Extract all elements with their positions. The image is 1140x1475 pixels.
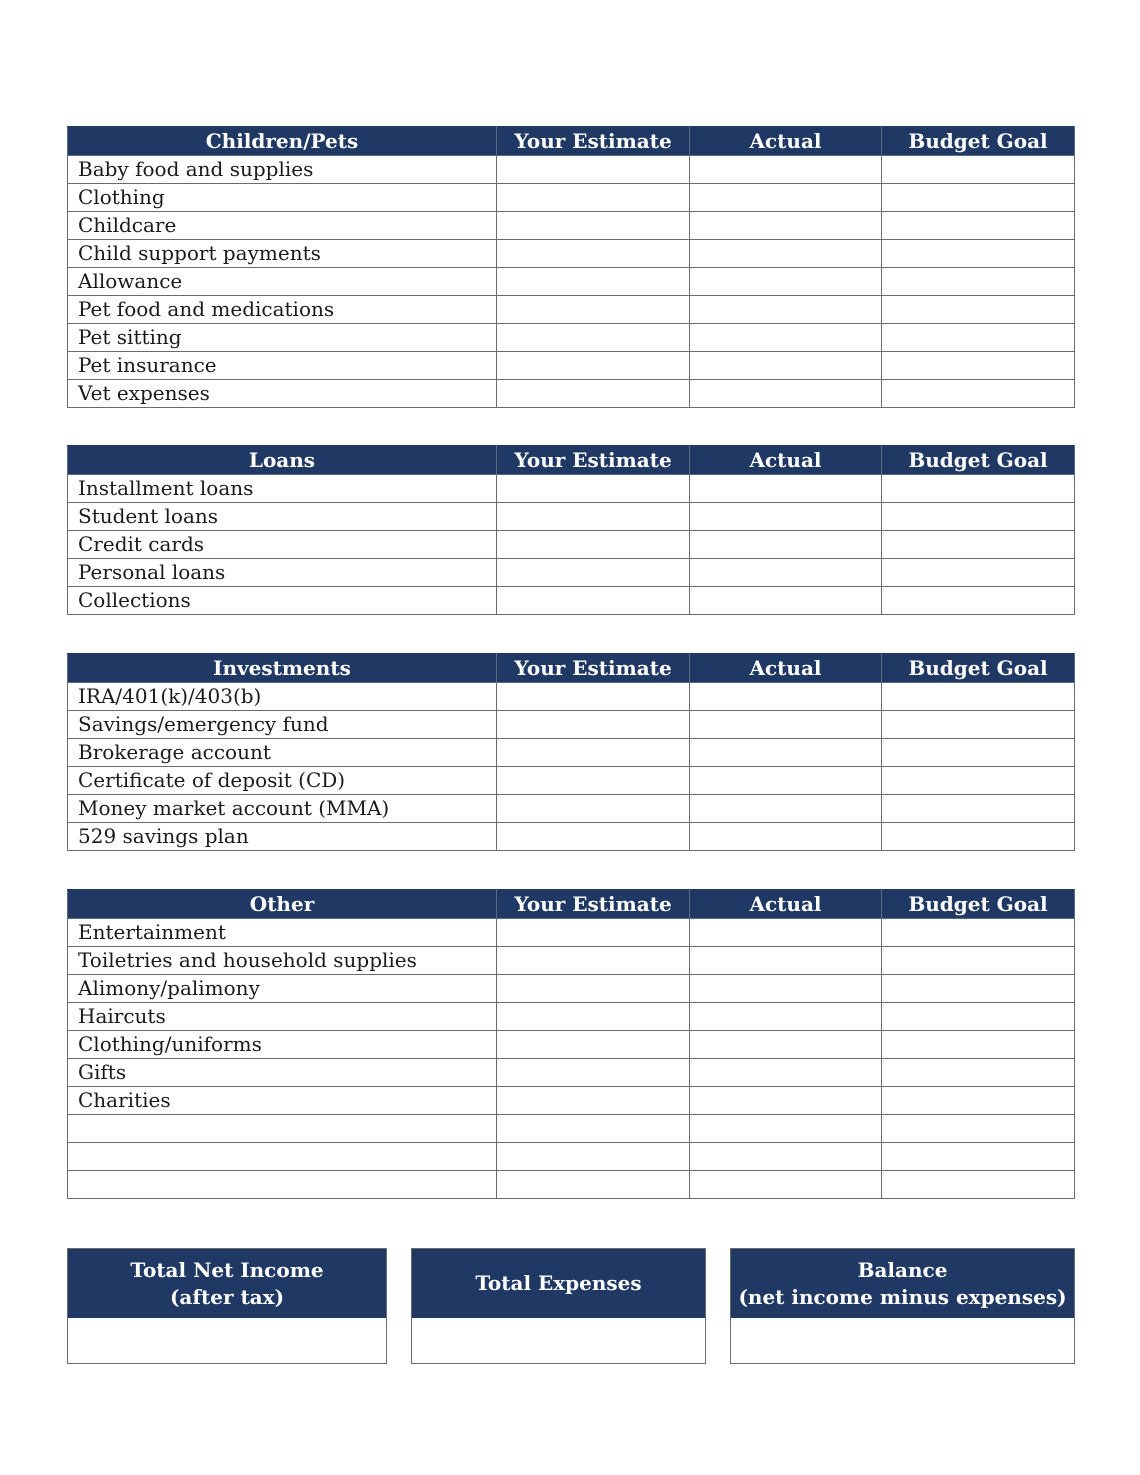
column-header-goal: Budget Goal [882, 127, 1075, 156]
children-pets-table [67, 126, 1075, 408]
goal-cell[interactable] [882, 739, 1075, 767]
estimate-cell[interactable] [497, 296, 690, 324]
investments-table [67, 653, 1075, 851]
estimate-cell[interactable] [497, 683, 690, 711]
column-header-goal: Budget Goal [882, 654, 1075, 683]
table-header-row [68, 654, 1075, 683]
goal-cell[interactable] [882, 475, 1075, 503]
table-row [68, 559, 1075, 587]
actual-cell[interactable] [690, 240, 882, 268]
goal-cell[interactable] [882, 1031, 1075, 1059]
row-label [68, 1115, 497, 1143]
total-expenses-value[interactable] [412, 1318, 705, 1364]
row-label: Charities [68, 1087, 497, 1115]
estimate-cell[interactable] [497, 767, 690, 795]
row-label: Pet food and medications [68, 296, 497, 324]
actual-cell[interactable] [690, 352, 882, 380]
estimate-cell[interactable] [497, 324, 690, 352]
table-row [68, 1171, 1075, 1199]
actual-cell[interactable] [690, 823, 882, 851]
table-row [68, 184, 1075, 212]
actual-cell[interactable] [690, 767, 882, 795]
table-row [68, 212, 1075, 240]
row-label: Student loans [68, 503, 497, 531]
table-row [68, 823, 1075, 851]
column-header-estimate: Your Estimate [497, 127, 690, 156]
estimate-cell[interactable] [497, 975, 690, 1003]
estimate-cell[interactable] [497, 587, 690, 615]
balance-box [730, 1248, 1075, 1364]
loans-table [67, 445, 1075, 615]
actual-cell[interactable] [690, 1171, 882, 1199]
table-row [68, 475, 1075, 503]
column-header-goal: Budget Goal [882, 446, 1075, 475]
column-header-actual: Actual [690, 446, 882, 475]
goal-cell[interactable] [882, 1115, 1075, 1143]
row-label: Toiletries and household supplies [68, 947, 497, 975]
actual-cell[interactable] [690, 975, 882, 1003]
goal-cell[interactable] [882, 184, 1075, 212]
actual-cell[interactable] [690, 1143, 882, 1171]
goal-cell[interactable] [882, 240, 1075, 268]
column-header-actual: Actual [690, 127, 882, 156]
actual-cell[interactable] [690, 324, 882, 352]
table-row [68, 1115, 1075, 1143]
row-label: Clothing [68, 184, 497, 212]
actual-cell[interactable] [690, 268, 882, 296]
row-label: Alimony/palimony [68, 975, 497, 1003]
table-row [68, 240, 1075, 268]
table-row [68, 1003, 1075, 1031]
total-expenses-header [412, 1249, 705, 1318]
estimate-cell[interactable] [497, 1087, 690, 1115]
actual-cell[interactable] [690, 587, 882, 615]
row-label: Savings/emergency fund [68, 711, 497, 739]
goal-cell[interactable] [882, 531, 1075, 559]
actual-cell[interactable] [690, 212, 882, 240]
total-expenses-box [411, 1248, 706, 1364]
actual-cell[interactable] [690, 475, 882, 503]
estimate-cell[interactable] [497, 475, 690, 503]
actual-cell[interactable] [690, 156, 882, 184]
row-label: Installment loans [68, 475, 497, 503]
row-label: Haircuts [68, 1003, 497, 1031]
table-row [68, 503, 1075, 531]
table-row [68, 739, 1075, 767]
goal-cell[interactable] [882, 711, 1075, 739]
column-header-goal: Budget Goal [882, 890, 1075, 919]
row-label: Money market account (MMA) [68, 795, 497, 823]
actual-cell[interactable] [690, 711, 882, 739]
table-row [68, 1143, 1075, 1171]
estimate-cell[interactable] [497, 352, 690, 380]
goal-cell[interactable] [882, 296, 1075, 324]
row-label: Credit cards [68, 531, 497, 559]
section-title: Children/Pets [68, 127, 497, 156]
table-header-row [68, 127, 1075, 156]
table-row [68, 711, 1075, 739]
table-row [68, 919, 1075, 947]
table-row [68, 767, 1075, 795]
section-title: Loans [68, 446, 497, 475]
column-header-estimate: Your Estimate [497, 890, 690, 919]
goal-cell[interactable] [882, 324, 1075, 352]
actual-cell[interactable] [690, 531, 882, 559]
table-header-row [68, 446, 1075, 475]
goal-cell[interactable] [882, 380, 1075, 408]
row-label: Vet expenses [68, 380, 497, 408]
row-label: Child support payments [68, 240, 497, 268]
goal-cell[interactable] [882, 947, 1075, 975]
row-label: Clothing/uniforms [68, 1031, 497, 1059]
estimate-cell[interactable] [497, 1031, 690, 1059]
row-label [68, 1171, 497, 1199]
table-row [68, 587, 1075, 615]
estimate-cell[interactable] [497, 711, 690, 739]
column-header-actual: Actual [690, 654, 882, 683]
estimate-cell[interactable] [497, 240, 690, 268]
row-label: Gifts [68, 1059, 497, 1087]
table-row [68, 352, 1075, 380]
table-row [68, 156, 1075, 184]
goal-cell[interactable] [882, 268, 1075, 296]
total-net-income-box [67, 1248, 387, 1364]
table-header-row [68, 890, 1075, 919]
goal-cell[interactable] [882, 1143, 1075, 1171]
row-label: Baby food and supplies [68, 156, 497, 184]
row-label: IRA/401(k)/403(b) [68, 683, 497, 711]
table-row [68, 975, 1075, 1003]
table-row [68, 1031, 1075, 1059]
goal-cell[interactable] [882, 212, 1075, 240]
estimate-cell[interactable] [497, 739, 690, 767]
estimate-cell[interactable] [497, 503, 690, 531]
goal-cell[interactable] [882, 1059, 1075, 1087]
actual-cell[interactable] [690, 739, 882, 767]
goal-cell[interactable] [882, 975, 1075, 1003]
goal-cell[interactable] [882, 503, 1075, 531]
row-label: Certificate of deposit (CD) [68, 767, 497, 795]
actual-cell[interactable] [690, 683, 882, 711]
estimate-cell[interactable] [497, 1171, 690, 1199]
table-row [68, 268, 1075, 296]
actual-cell[interactable] [690, 559, 882, 587]
goal-cell[interactable] [882, 352, 1075, 380]
goal-cell[interactable] [882, 1003, 1075, 1031]
goal-cell[interactable] [882, 1087, 1075, 1115]
actual-cell[interactable] [690, 380, 882, 408]
actual-cell[interactable] [690, 296, 882, 324]
row-label: Personal loans [68, 559, 497, 587]
estimate-cell[interactable] [497, 823, 690, 851]
total-net-income-value[interactable] [68, 1318, 386, 1364]
actual-cell[interactable] [690, 1115, 882, 1143]
actual-cell[interactable] [690, 503, 882, 531]
estimate-cell[interactable] [497, 1143, 690, 1171]
balance-value[interactable] [731, 1318, 1074, 1364]
table-row [68, 947, 1075, 975]
goal-cell[interactable] [882, 559, 1075, 587]
balance-label: Balance [857, 1257, 948, 1282]
total-net-income-sublabel: (after tax) [169, 1284, 285, 1309]
table-row [68, 1087, 1075, 1115]
total-net-income-label: Total Net Income [130, 1257, 324, 1282]
estimate-cell[interactable] [497, 184, 690, 212]
estimate-cell[interactable] [497, 1003, 690, 1031]
table-row [68, 324, 1075, 352]
actual-cell[interactable] [690, 919, 882, 947]
row-label: Childcare [68, 212, 497, 240]
actual-cell[interactable] [690, 1003, 882, 1031]
balance-sublabel: (net income minus expenses) [738, 1284, 1067, 1309]
row-label: Collections [68, 587, 497, 615]
table-row [68, 795, 1075, 823]
section-title: Other [68, 890, 497, 919]
table-row [68, 1059, 1075, 1087]
actual-cell[interactable] [690, 1087, 882, 1115]
row-label: Pet sitting [68, 324, 497, 352]
actual-cell[interactable] [690, 795, 882, 823]
row-label: Allowance [68, 268, 497, 296]
table-row [68, 296, 1075, 324]
actual-cell[interactable] [690, 1031, 882, 1059]
table-row [68, 380, 1075, 408]
total-expenses-label: Total Expenses [475, 1271, 642, 1295]
actual-cell[interactable] [690, 1059, 882, 1087]
goal-cell[interactable] [882, 767, 1075, 795]
estimate-cell[interactable] [497, 559, 690, 587]
row-label: Entertainment [68, 919, 497, 947]
column-header-actual: Actual [690, 890, 882, 919]
column-header-estimate: Your Estimate [497, 654, 690, 683]
goal-cell[interactable] [882, 795, 1075, 823]
table-row [68, 683, 1075, 711]
row-label: Pet insurance [68, 352, 497, 380]
estimate-cell[interactable] [497, 947, 690, 975]
actual-cell[interactable] [690, 184, 882, 212]
estimate-cell[interactable] [497, 795, 690, 823]
estimate-cell[interactable] [497, 1115, 690, 1143]
actual-cell[interactable] [690, 947, 882, 975]
estimate-cell[interactable] [497, 156, 690, 184]
goal-cell[interactable] [882, 823, 1075, 851]
estimate-cell[interactable] [497, 268, 690, 296]
row-label [68, 1143, 497, 1171]
total-net-income-header [68, 1249, 386, 1318]
goal-cell[interactable] [882, 587, 1075, 615]
estimate-cell[interactable] [497, 531, 690, 559]
goal-cell[interactable] [882, 683, 1075, 711]
other-table [67, 889, 1075, 1199]
row-label: Brokerage account [68, 739, 497, 767]
section-title: Investments [68, 654, 497, 683]
estimate-cell[interactable] [497, 380, 690, 408]
estimate-cell[interactable] [497, 212, 690, 240]
balance-header [731, 1249, 1074, 1318]
row-label: 529 savings plan [68, 823, 497, 851]
goal-cell[interactable] [882, 156, 1075, 184]
estimate-cell[interactable] [497, 919, 690, 947]
goal-cell[interactable] [882, 919, 1075, 947]
column-header-estimate: Your Estimate [497, 446, 690, 475]
goal-cell[interactable] [882, 1171, 1075, 1199]
estimate-cell[interactable] [497, 1059, 690, 1087]
table-row [68, 531, 1075, 559]
